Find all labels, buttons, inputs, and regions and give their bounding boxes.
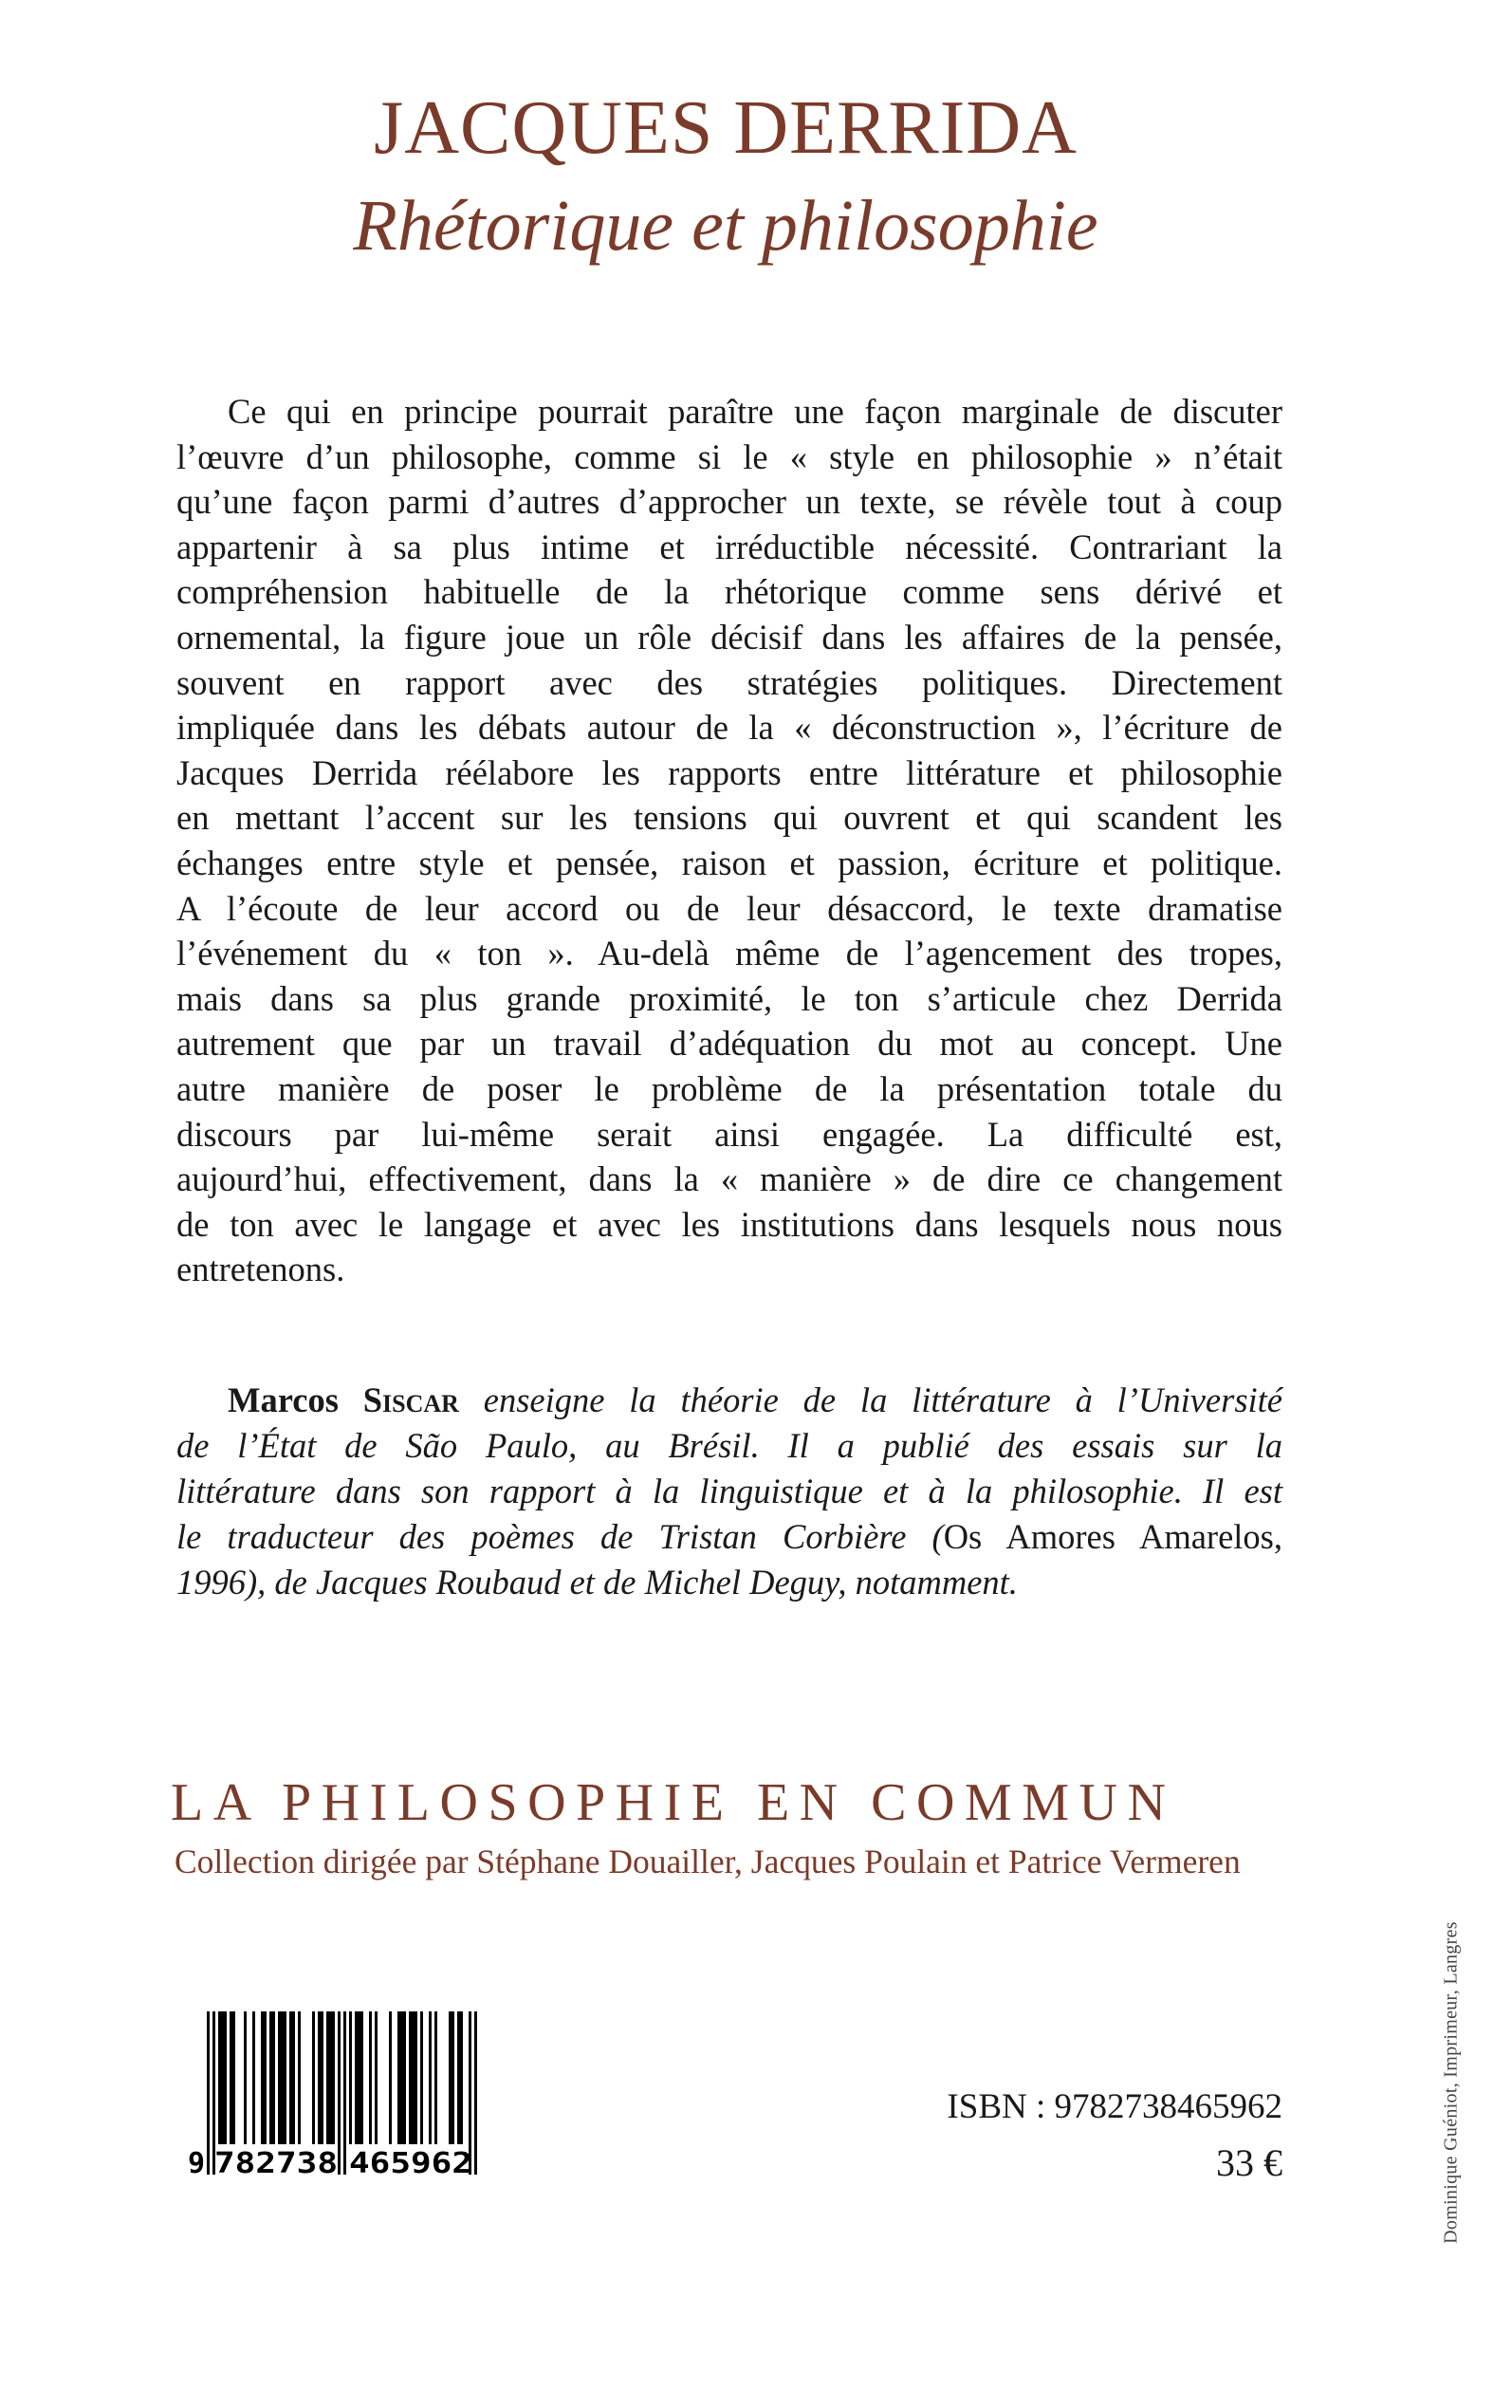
barcode-bar (264, 2011, 267, 2144)
barcode-bar (460, 2011, 463, 2144)
barcode-bar (343, 2011, 346, 2175)
barcode-bar (452, 2011, 454, 2144)
summary-line: mais dans sa plus grande proximité, le ton s’articule chez Derrida (176, 978, 1282, 1018)
barcode-first-digit: 9 (188, 2147, 206, 2180)
summary-line: discours par lui-même serait ainsi engagée. La difficulté est, (176, 1114, 1282, 1154)
barcode-bar (221, 2011, 224, 2144)
barcode-bar (218, 2011, 221, 2144)
barcode-bar (269, 2011, 272, 2144)
barcode-bar (207, 2011, 210, 2175)
summary-line: autrement que par un travail d’adéquation du mot au concept. Une (176, 1024, 1282, 1064)
barcode-bar (329, 2011, 332, 2144)
summary-line: qu’une façon parmi d’autres d’approcher un texte, se révèle tout à coup (176, 482, 1282, 522)
summary-line: en mettant l’accent sur les tensions qui ouvrent et qui scandent les (176, 798, 1282, 838)
author-first-name: Marcos (228, 1380, 339, 1419)
summary-line: A l’écoute de leur accord ou de leur désaccord, le texte dramatise (176, 888, 1282, 928)
barcode-bar (281, 2011, 284, 2144)
isbn-label: ISBN : 9782738465962 (947, 2087, 1282, 2126)
translated-work-title: Os Amores Amarelos, (943, 1517, 1283, 1556)
author-bio-line: de l’État de São Paulo, au Brésil. Il a publié des essais sur la (176, 1426, 1282, 1465)
barcode-bar (224, 2011, 227, 2144)
barcode-bar (272, 2011, 275, 2144)
collection-title: LA PHILOSOPHIE EN COMMUN (171, 1773, 1176, 1832)
barcode-bar (326, 2011, 329, 2144)
author-bio-line: littérature dans son rapport à la linguistique et à la philosophie. Il est (176, 1472, 1282, 1510)
barcode-bar (289, 2011, 292, 2144)
barcode-bar (389, 2011, 392, 2144)
barcode-right-digits: 465962 (349, 2147, 472, 2180)
summary-line: l’œuvre d’un philosophe, comme si le « style en philosophie » n’était (176, 436, 1282, 476)
book-author-title: JACQUES DERRIDA (374, 86, 1078, 170)
author-bio-line (176, 1514, 1282, 1560)
barcode-bar (457, 2011, 460, 2144)
author-bio-text: enseigne la théorie de la littérature à l’Université (458, 1380, 1283, 1419)
barcode-bar (474, 2011, 477, 2175)
author-surname-initial: S (362, 1380, 383, 1419)
barcode-bar (375, 2011, 378, 2144)
summary-line: compréhension habituelle de la rhétorique comme sens dérivé et (176, 572, 1282, 612)
barcode-bar (403, 2011, 406, 2144)
barcode-bar (369, 2011, 372, 2144)
barcode-bar (252, 2011, 255, 2144)
barcode-bar (230, 2011, 232, 2144)
author-bio-line: 1996), de Jacques Roubaud et de Michel Deguy, notamment. (176, 1563, 1018, 1602)
summary-line: aujourd’hui, effectivement, dans la « manière » de dire ce changement (176, 1159, 1282, 1199)
barcode-bar (338, 2011, 341, 2175)
barcode-bar (355, 2011, 358, 2144)
author-bio (176, 1378, 1282, 1605)
barcode-bar (284, 2011, 286, 2144)
summary-line: échanges entre style et pensée, raison et passion, écriture et politique. (176, 843, 1282, 882)
author-surname-rest: iscar (382, 1380, 459, 1419)
summary-line: souvent en rapport avec des stratégies politiques. Directement (176, 662, 1282, 702)
price-label: 33 € (1216, 2141, 1282, 2184)
barcode-bar (409, 2011, 412, 2144)
barcode-bar (298, 2011, 301, 2144)
summary-line: Ce qui en principe pourrait paraître une façon marginale de discuter (228, 392, 1282, 431)
author-bio-text: le traducteur des poèmes de Tristan Corbière ( (176, 1517, 944, 1556)
summary-line: impliquée dans les débats autour de la « déconstruction », l’écriture de (176, 708, 1282, 748)
barcode-bar (244, 2011, 247, 2144)
summary-line: de ton avec le langage et avec les institutions dans lesquels nous nous (176, 1204, 1282, 1244)
barcode-bar (292, 2011, 295, 2144)
barcode-bar (232, 2011, 235, 2144)
barcode-bar (397, 2011, 400, 2144)
barcode-bar (412, 2011, 415, 2144)
barcode-bar (429, 2011, 432, 2144)
author-bio-line (176, 1378, 1282, 1423)
barcode-bar (312, 2011, 315, 2144)
summary-line: Jacques Derrida réélabore les rapports entre littérature et philosophie (176, 752, 1282, 792)
barcode-bar (321, 2011, 323, 2144)
barcode-bar (261, 2011, 264, 2144)
barcode-bar (358, 2011, 360, 2144)
barcode-bar (360, 2011, 363, 2144)
summary-line: autre manière de poser le problème de la présentation totale du (176, 1068, 1282, 1108)
barcode-bar (400, 2011, 403, 2144)
barcode-bar (415, 2011, 417, 2144)
summary-line: ornemental, la figure joue un rôle décisif dans les affaires de la pensée, (176, 617, 1282, 657)
collection-directors: Collection dirigée par Stéphane Douailler, Jacques Poulain et Patrice Vermeren (175, 1843, 1241, 1880)
summary-line: entretenons. (176, 1250, 345, 1289)
printer-credit: Dominique Guéniot, Imprimeur, Langres (1440, 1921, 1462, 2244)
barcode-bar (278, 2011, 281, 2144)
barcode-bar (420, 2011, 423, 2144)
barcode-bar (449, 2011, 452, 2144)
barcode-bar (434, 2011, 437, 2144)
barcode-bar (332, 2011, 335, 2144)
summary-paragraph (176, 389, 1282, 1292)
summary-line: l’événement du « ton ». Au-delà même de l’agencement des tropes, (176, 934, 1282, 973)
ean13-barcode (186, 2011, 499, 2182)
summary-line: appartenir à sa plus intime et irréductible nécessité. Contrariant la (176, 527, 1282, 566)
barcode-bar (318, 2011, 321, 2144)
barcode-bar (349, 2011, 352, 2144)
barcode-left-digits: 782738 (214, 2147, 338, 2180)
book-subtitle: Rhétorique et philosophie (353, 186, 1098, 266)
